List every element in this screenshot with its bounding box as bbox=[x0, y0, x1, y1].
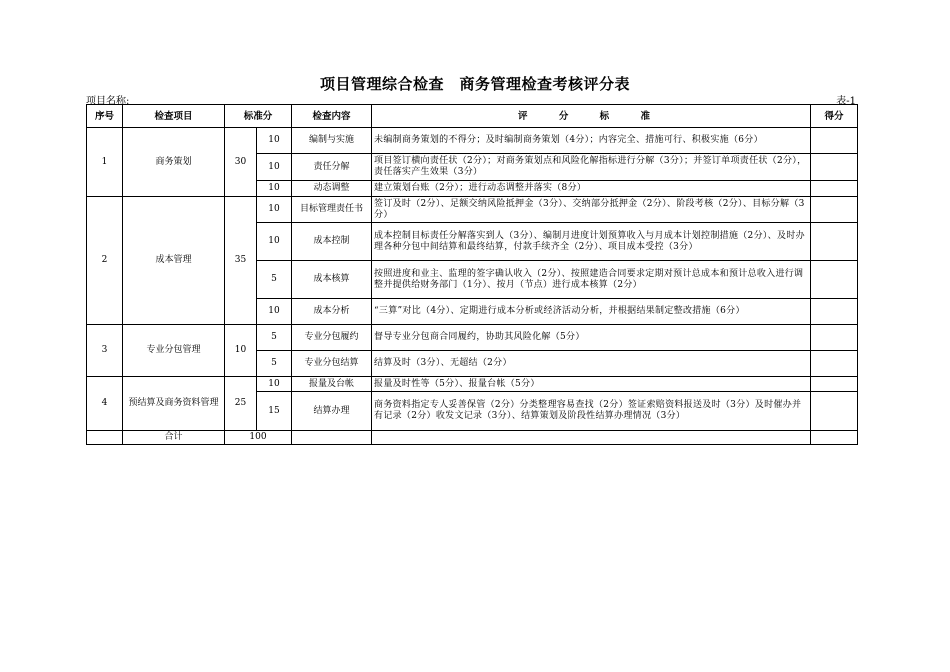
row-score: 10 bbox=[257, 197, 292, 223]
total-blank bbox=[292, 431, 372, 445]
group-no: 1 bbox=[87, 128, 123, 197]
group-total: 10 bbox=[225, 325, 257, 377]
row-score: 10 bbox=[257, 128, 292, 154]
scoring-table bbox=[86, 104, 858, 445]
row-criteria: 成本控制目标责任分解落实到人（3分）、编制月进度计划预算收入与月成本计划控制措施（2分）、及时办理各种分包中间结算和最终结算，付款手续齐全（2分）、项目成本受控（3分） bbox=[372, 223, 811, 261]
total-blank bbox=[372, 431, 811, 445]
header-criteria: 评 分 标 准 bbox=[372, 105, 811, 128]
row-content: 报量及台帐 bbox=[292, 377, 372, 392]
score-cell[interactable] bbox=[811, 325, 858, 351]
score-cell[interactable] bbox=[811, 128, 858, 154]
row-score: 5 bbox=[257, 261, 292, 299]
header-row bbox=[87, 105, 858, 128]
score-cell[interactable] bbox=[811, 299, 858, 325]
header-no: 序号 bbox=[87, 105, 123, 128]
row-content: 目标管理责任书 bbox=[292, 197, 372, 223]
row-score: 15 bbox=[257, 392, 292, 431]
row-content: 成本核算 bbox=[292, 261, 372, 299]
row-content: 动态调整 bbox=[292, 181, 372, 197]
total-score-cell[interactable] bbox=[811, 431, 858, 445]
row-score: 10 bbox=[257, 223, 292, 261]
group-no: 4 bbox=[87, 377, 123, 431]
row-content: 成本控制 bbox=[292, 223, 372, 261]
group-no: 2 bbox=[87, 197, 123, 325]
total-blank bbox=[87, 431, 123, 445]
score-cell[interactable] bbox=[811, 223, 858, 261]
row-content: 专业分包结算 bbox=[292, 351, 372, 377]
score-cell[interactable] bbox=[811, 154, 858, 181]
header-content: 检查内容 bbox=[292, 105, 372, 128]
project-name-label: 项目名称: bbox=[86, 96, 130, 107]
table-number: 表-1 bbox=[836, 96, 856, 107]
group-total: 25 bbox=[225, 377, 257, 431]
group-item: 商务策划 bbox=[123, 128, 225, 197]
row-score: 10 bbox=[257, 154, 292, 181]
row-content: 专业分包履约 bbox=[292, 325, 372, 351]
score-cell[interactable] bbox=[811, 261, 858, 299]
row-score: 10 bbox=[257, 181, 292, 197]
row-criteria: 建立策划台账（2分）；进行动态调整并落实（8分） bbox=[372, 181, 811, 197]
score-cell[interactable] bbox=[811, 351, 858, 377]
row-criteria: 报量及时性等（5分）、报量台帐（5分） bbox=[372, 377, 811, 392]
header-item: 检查项目 bbox=[123, 105, 225, 128]
group-total: 35 bbox=[225, 197, 257, 325]
row-criteria: “三算”对比（4分）、定期进行成本分析或经济活动分析，并根据结果制定整改措施（6分） bbox=[372, 299, 811, 325]
total-value: 100 bbox=[225, 431, 292, 445]
group-no: 3 bbox=[87, 325, 123, 377]
row-score: 5 bbox=[257, 351, 292, 377]
row-score: 5 bbox=[257, 325, 292, 351]
row-criteria: 按照进度和业主、监理的签字确认收入（2分）、按照建造合同要求定期对预计总成本和预计总收入进行调整并提供给财务部门（1分）、按月（节点）进行成本核算（2分） bbox=[372, 261, 811, 299]
group-item: 成本管理 bbox=[123, 197, 225, 325]
score-cell[interactable] bbox=[811, 197, 858, 223]
page-title: 项目管理综合检查 商务管理检查考核评分表 bbox=[319, 75, 630, 93]
row-score: 10 bbox=[257, 299, 292, 325]
row-criteria: 督导专业分包商合同履约，协助其风险化解（5分） bbox=[372, 325, 811, 351]
row-content: 成本分析 bbox=[292, 299, 372, 325]
score-cell[interactable] bbox=[811, 377, 858, 392]
row-criteria: 未编制商务策划的不得分；及时编制商务策划（4分）；内容完全、措施可行、积极实施（6分） bbox=[372, 128, 811, 154]
row-criteria: 签订及时（2分）、足额交纳风险抵押金（3分）、交纳部分抵押金（2分）、阶段考核（2分）、目标分解（3分） bbox=[372, 197, 811, 223]
row-criteria: 结算及时（3分）、无超结（2分） bbox=[372, 351, 811, 377]
table-row bbox=[87, 325, 858, 351]
row-content: 责任分解 bbox=[292, 154, 372, 181]
row-criteria: 商务资料指定专人妥善保管（2分）分类整理容易查找（2分）签证索赔资料报送及时（3分）及时催办并有记录（2分）收发文记录（3分）、结算策划及阶段性结算办理情况（3分） bbox=[372, 392, 811, 431]
table-row bbox=[87, 377, 858, 392]
header-score: 得分 bbox=[811, 105, 858, 128]
header-std-score: 标准分 bbox=[225, 105, 292, 128]
group-total: 30 bbox=[225, 128, 257, 197]
total-label: 合计 bbox=[123, 431, 225, 445]
row-content: 编制与实施 bbox=[292, 128, 372, 154]
score-cell[interactable] bbox=[811, 392, 858, 431]
row-criteria: 项目签订横向责任状（2分）；对商务策划点和风险化解指标进行分解（3分）；并签订单项责任状（2分），责任落实产生效果（3分） bbox=[372, 154, 811, 181]
row-content: 结算办理 bbox=[292, 392, 372, 431]
group-item: 专业分包管理 bbox=[123, 325, 225, 377]
row-score: 10 bbox=[257, 377, 292, 392]
score-cell[interactable] bbox=[811, 181, 858, 197]
group-item: 预结算及商务资料管理 bbox=[123, 377, 225, 431]
table-row bbox=[87, 197, 858, 223]
total-row bbox=[87, 431, 858, 445]
table-row bbox=[87, 128, 858, 154]
